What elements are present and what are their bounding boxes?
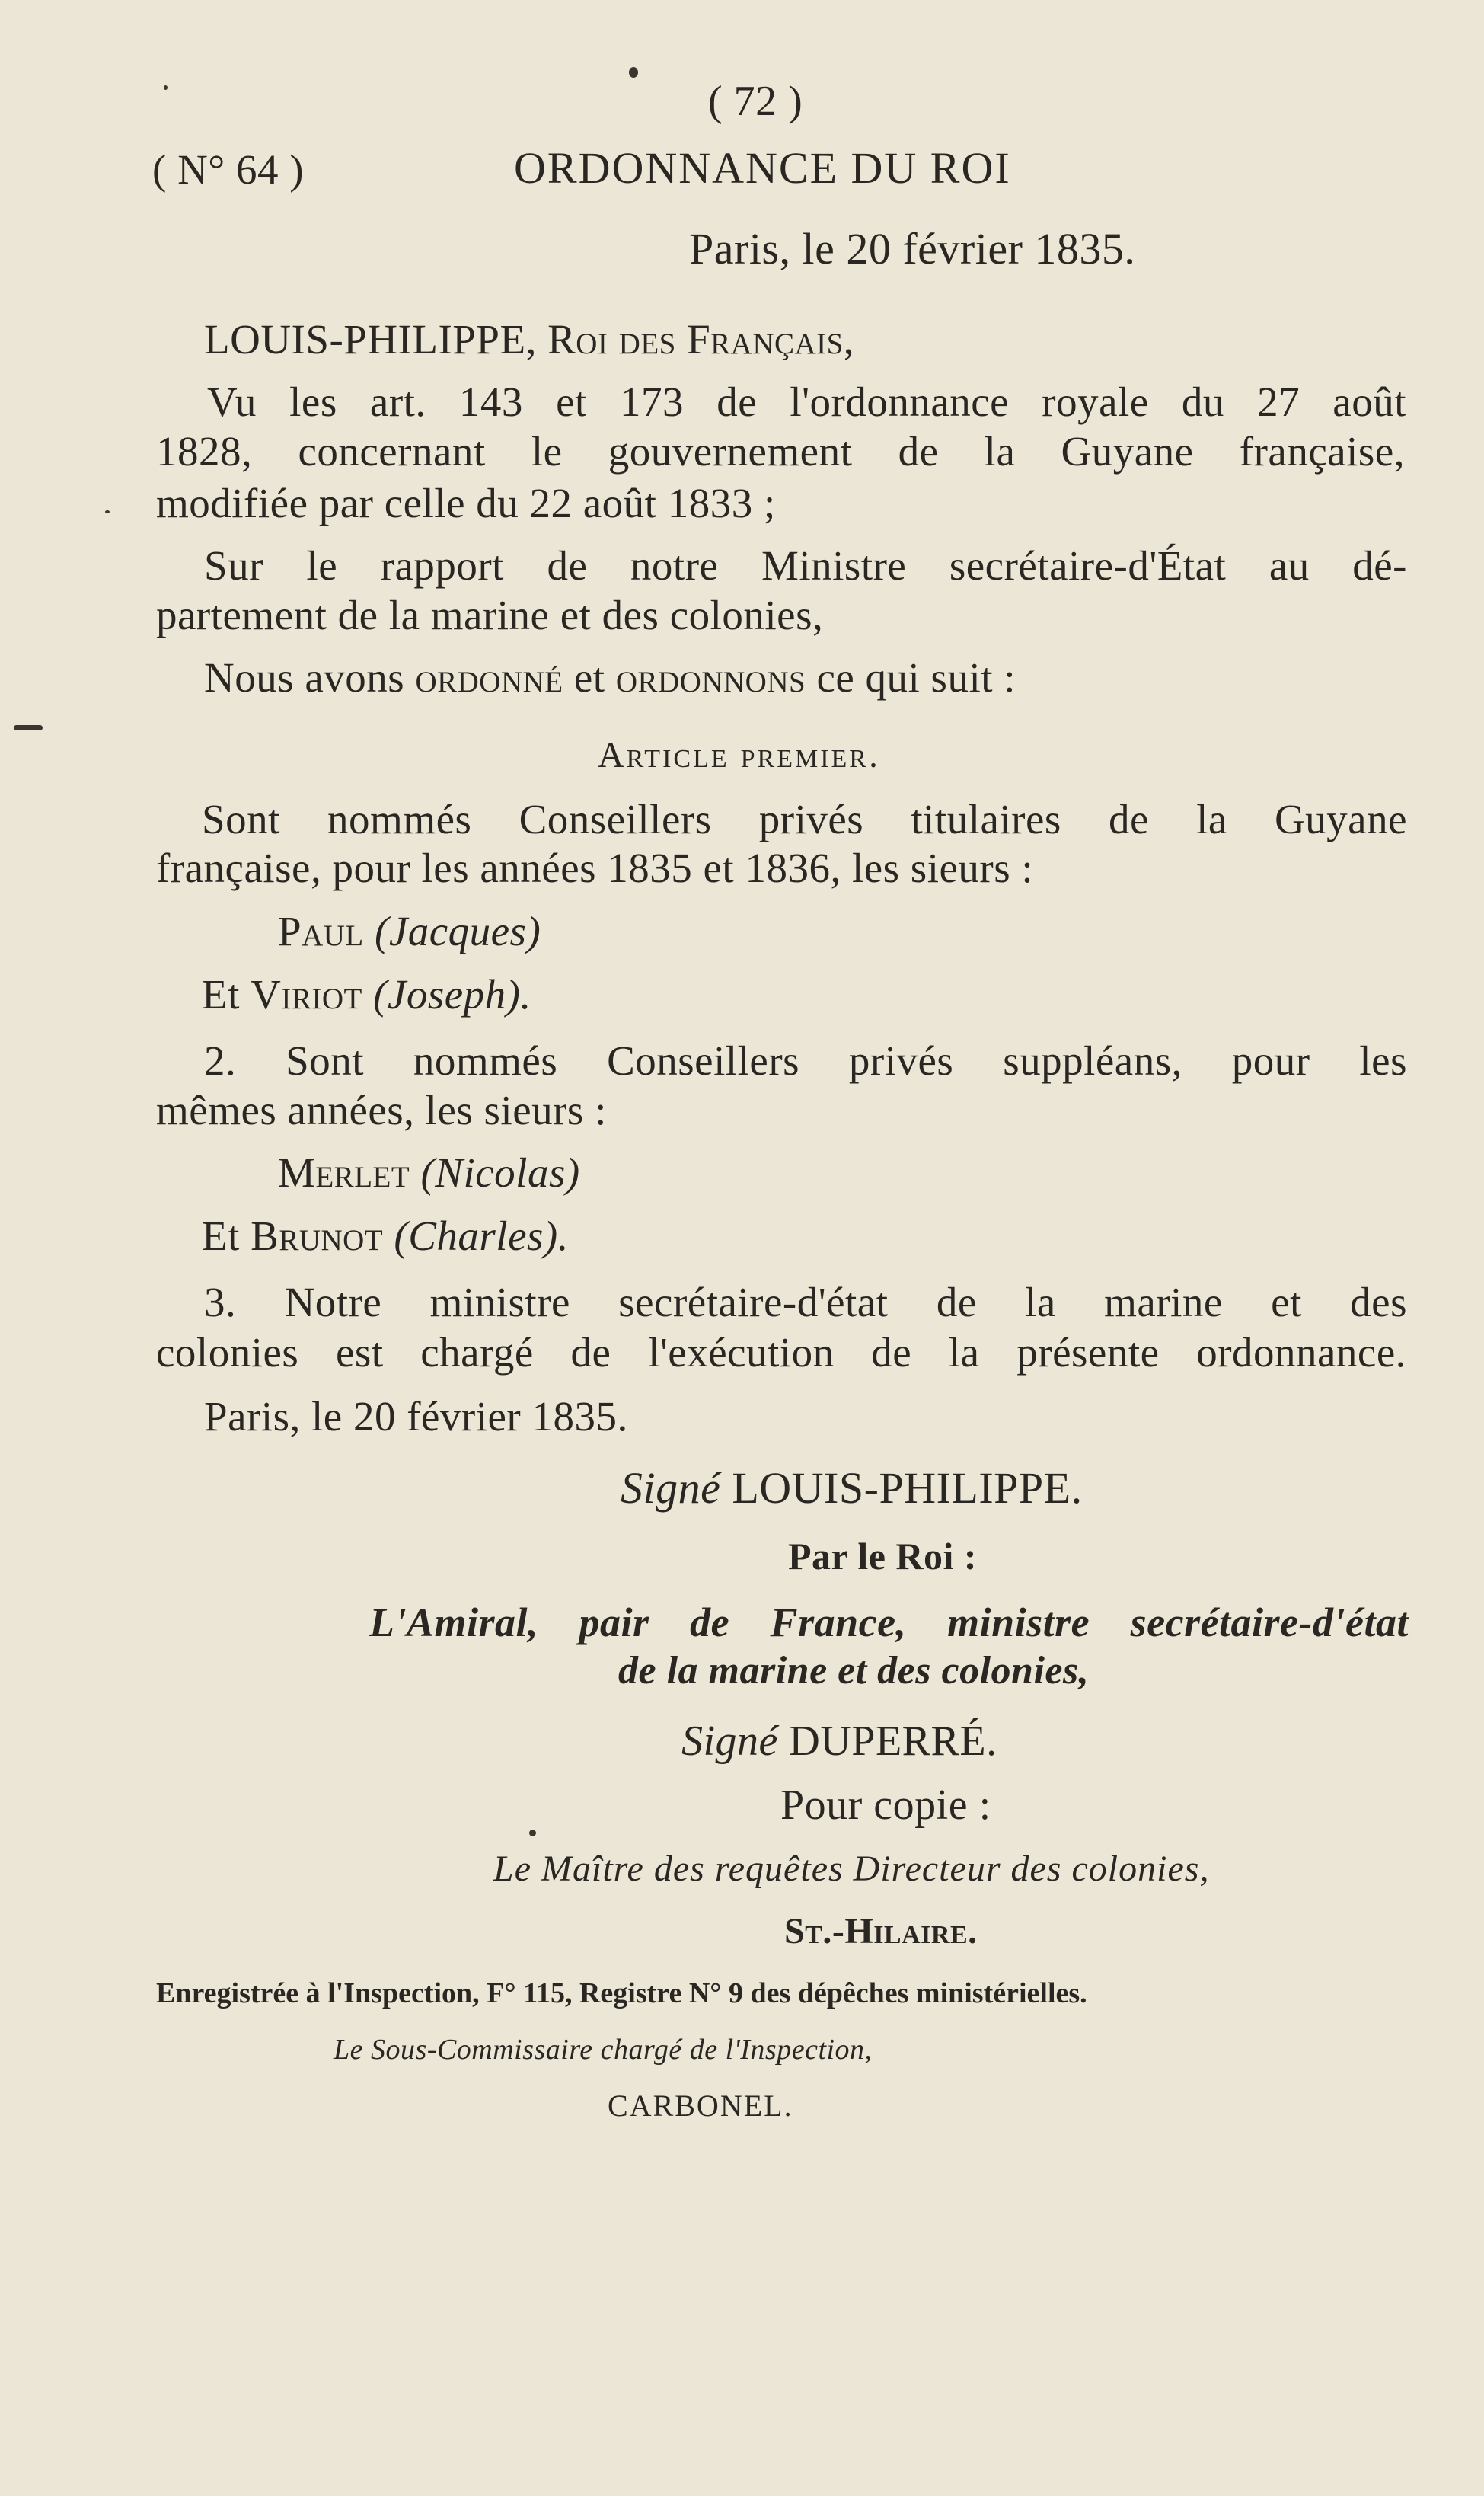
king-name: LOUIS-PHILIPPE xyxy=(204,316,526,363)
article-heading: Article premier. xyxy=(598,735,880,775)
article2-name-2 xyxy=(202,1215,569,1257)
registration-line-3: CARBONEL. xyxy=(608,2089,793,2123)
surname-brunot: Brunot xyxy=(251,1213,384,1259)
duperre-signature xyxy=(681,1720,997,1763)
king-signature xyxy=(621,1463,1083,1513)
amiral-line-2: de la marine et des colonies, xyxy=(618,1649,1090,1692)
par-le-roi: Par le Roi : xyxy=(788,1535,978,1577)
rapport-line-1: Sur le rapport de notre Ministre secrétaire-d'État au dé- xyxy=(204,542,1407,589)
paper-speck xyxy=(105,510,110,513)
amiral-line-1: L'Amiral, pair de France, ministre secrétaire-d'état xyxy=(369,1600,1409,1645)
article2-line-2: mêmes années, les sieurs : xyxy=(156,1087,607,1133)
ordonne-word-1: Nous avons xyxy=(204,654,405,701)
given-jacques: (Jacques) xyxy=(375,908,541,954)
surname-viriot: Viriot xyxy=(251,971,362,1018)
maitre-line: Le Maître des requêtes Directeur des colonies, xyxy=(493,1849,1210,1889)
paper-speck xyxy=(629,67,638,78)
ordonne-word-2: ordonné xyxy=(415,654,563,701)
vu-line-1: Vu les art. 143 et 173 de l'ordonnance royale du 27 août xyxy=(207,379,1406,425)
article1-line-2: française, pour les années 1835 et 1836, les sieurs : xyxy=(156,845,1034,891)
article1-name-2 xyxy=(202,971,531,1018)
surname-merlet: Merlet xyxy=(278,1149,410,1196)
paper-speck xyxy=(529,1830,536,1836)
preamble-king-line xyxy=(204,316,855,363)
article1-line-1: Sont nommés Conseillers privés titulaires de la Guyane xyxy=(202,796,1407,842)
article1-name-1 xyxy=(278,910,541,952)
ordonne-word-3: et xyxy=(573,654,605,701)
article3-line-2: colonies est chargé de l'exécution de la présente ordonnance. xyxy=(156,1329,1406,1376)
paper-speck xyxy=(14,725,43,730)
st-hilaire: St.-Hilaire. xyxy=(784,1911,978,1951)
given-nicolas: (Nicolas) xyxy=(420,1149,580,1196)
given-joseph: (Joseph). xyxy=(373,971,531,1018)
vu-line-2: 1828, concernant le gouvernement de la Guyane française, xyxy=(156,428,1405,475)
ordonne-word-4: ordonnons xyxy=(615,654,806,701)
document-title: ORDONNANCE DU ROI xyxy=(514,143,1011,193)
et-prefix: Et xyxy=(202,1213,240,1259)
article3-line-1: 3. Notre ministre secrétaire-d'état de la marine et des xyxy=(204,1279,1407,1325)
signe-label: Signé xyxy=(681,1718,778,1765)
paper-speck xyxy=(164,85,168,90)
ordinance-number: ( N° 64 ) xyxy=(152,146,305,193)
signe-label: Signé xyxy=(621,1463,721,1513)
given-charles: (Charles). xyxy=(394,1213,569,1259)
registration-line-2: Le Sous-Commissaire chargé de l'Inspection, xyxy=(334,2034,873,2066)
article2-line-1: 2. Sont nommés Conseillers privés suppléans, pour les xyxy=(204,1037,1407,1084)
page-number: ( 72 ) xyxy=(708,78,803,125)
et-prefix: Et xyxy=(202,971,240,1018)
pour-copie: Pour copie : xyxy=(780,1782,991,1829)
ordonne-word-5: ce qui suit : xyxy=(816,654,1016,701)
closing-date: Paris, le 20 février 1835. xyxy=(204,1393,628,1440)
ordonne-line xyxy=(204,654,1016,701)
king-signature-name: LOUIS-PHILIPPE. xyxy=(732,1463,1083,1513)
dateline: Paris, le 20 février 1835. xyxy=(689,224,1136,273)
article2-name-1 xyxy=(278,1149,580,1196)
surname-paul: Paul xyxy=(278,908,364,954)
duperre-name: DUPERRÉ. xyxy=(789,1718,997,1765)
registration-line-1: Enregistrée à l'Inspection, F° 115, Registre N° 9 des dépêches ministérielles. xyxy=(156,1977,1087,2009)
vu-line-3: modifiée par celle du 22 août 1833 ; xyxy=(156,480,776,526)
rapport-line-2: partement de la marine et des colonies, xyxy=(156,592,824,638)
king-title: , Roi des Français, xyxy=(525,316,855,363)
